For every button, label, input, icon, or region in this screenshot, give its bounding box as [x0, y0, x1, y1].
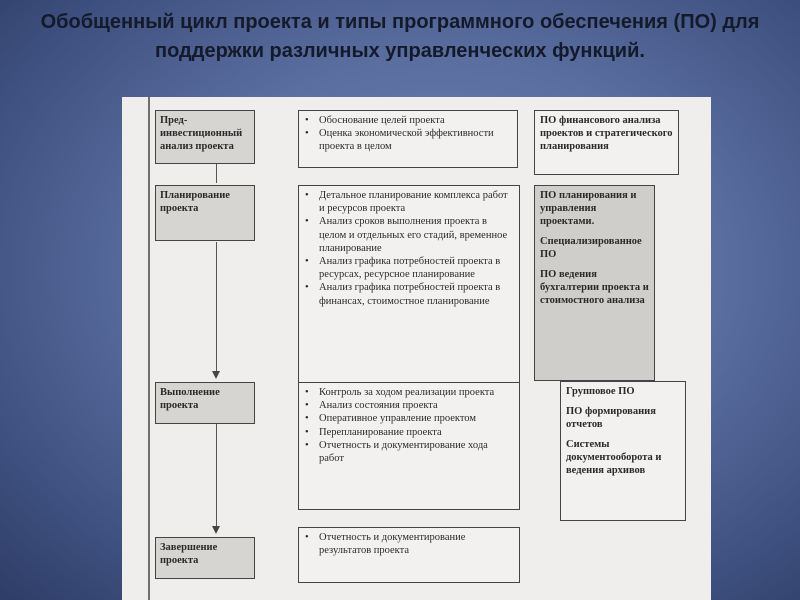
stage-arrow-2 [212, 371, 220, 379]
activity-item: • Анализ состояния проекта [305, 399, 515, 412]
activity-item: • Оценка экономической эффективности проекта в целом [305, 127, 513, 153]
activity-item: • Отчетность и документирование результатов проекта [305, 531, 515, 557]
activities-completion [298, 527, 520, 583]
stage-connector-1 [216, 163, 217, 183]
stage-connector-3 [216, 423, 217, 527]
activity-item: • Анализ сроков выполнения проекта в целом и отдельных его стадий, временное планирование [305, 215, 515, 255]
activities-planning [298, 185, 520, 384]
stage-execution: Выполнение проекта [155, 382, 255, 424]
diagram-scan [122, 97, 711, 600]
stage-connector-2 [216, 242, 217, 372]
activity-item: • Перепланирование проекта [305, 426, 515, 439]
stage-completion: Завершение проекта [155, 537, 255, 579]
activity-item: • Обоснование целей проекта [305, 114, 513, 127]
software-project-management [534, 185, 655, 381]
slide-title: Обобщенный цикл проекта и типы программного обеспечения (ПО) для поддержки различных управленческих функций. [40, 11, 760, 62]
activity-item: • Контроль за ходом реализации проекта [305, 386, 515, 399]
software-groupware [560, 381, 686, 521]
stage-planning: Планирование проекта [155, 185, 255, 241]
activity-item: • Анализ графика потребностей проекта в финансах, стоимостное планирование [305, 281, 515, 307]
software-item: ПО планирования и управления проектами. [540, 190, 637, 227]
activity-item: • Детальное планирование комплекса работ и ресурсов проекта [305, 189, 515, 215]
diagram-frame-line [148, 97, 164, 600]
activity-item: • Анализ графика потребностей проекта в ресурсах, ресурсное планирование [305, 255, 515, 281]
software-item: Системы документооборота и ведения архивов [566, 439, 662, 476]
activities-execution [298, 382, 520, 510]
software-financial-analysis: ПО финансового анализа проектов и стратегического планирования [534, 110, 679, 175]
software-item: Групповое ПО [566, 386, 635, 397]
activity-item: • Отчетность и документирование хода работ [305, 439, 515, 465]
stage-arrow-3 [212, 526, 220, 534]
activities-preinvestment [298, 110, 518, 168]
activity-item: • Оперативное управление проектом [305, 412, 515, 425]
software-item: ПО ведения бухгалтерии проекта и стоимостного анализа [540, 269, 649, 306]
software-item: ПО формирования отчетов [566, 406, 656, 430]
software-item: Специализированное ПО [540, 236, 642, 260]
stage-preinvestment: Пред-инвестиционный анализ проекта [155, 110, 255, 164]
